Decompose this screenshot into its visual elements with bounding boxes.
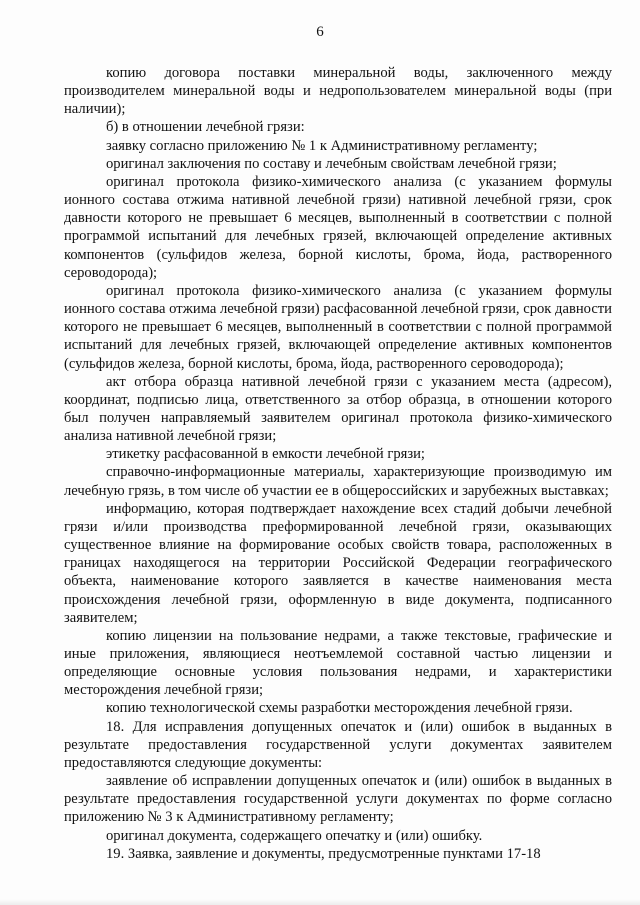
paragraph: копию технологической схемы разработки месторождения лечебной грязи.	[106, 700, 573, 717]
paragraph: 18. Для исправления допущенных опечаток и (или) ошибок в выданных в результате предоставления государственной услуги документах заявителем предоставляются следующие документы:	[64, 718, 612, 771]
paragraph: акт отбора образца нативной лечебной грязи с указанием места (адресом), координат, подписью лица, ответственного за отбор образца, в отношении которого был получен направляемый заявителем оригинал протокола физико-химического анализа нативной лечебной грязи;	[64, 373, 612, 445]
scan-edge	[0, 899, 640, 905]
paragraph: копию договора поставки минеральной воды, заключенного между производителем минеральной воды и недропользователем минеральной воды (при наличии);	[64, 65, 612, 118]
paragraph: б) в отношении лечебной грязи:	[106, 119, 305, 136]
paragraph: оригинал заключения по составу и лечебным свойствам лечебной грязи;	[106, 155, 557, 172]
document-body	[64, 64, 612, 863]
paragraph: копию лицензии на пользование недрами, а также текстовые, графические и иные приложения, являющиеся неотъемлемой составной частью лицензии и определяющие основные условия пользования недрами, и характеристики месторождения лечебной грязи;	[64, 627, 612, 699]
paragraph: оригинал протокола физико-химического анализа (с указанием формулы ионного состава отжима нативной лечебной грязи) нативной лечебной грязи, срок давности которого не превышает 6 месяцев, выполненный в соответствии с полной программой испытаний для лечебных грязей, включающей определение активных компонентов (сульфидов железа, борной кислоты, брома, йода, растворенного сероводорода);	[64, 173, 612, 281]
paragraph: 19. Заявка, заявление и документы, предусмотренные пунктами 17-18	[106, 845, 541, 862]
paragraph: заявку согласно приложению № 1 к Административному регламенту;	[106, 137, 538, 154]
paragraph: этикетку расфасованной в емкости лечебной грязи;	[106, 446, 425, 463]
paragraph: оригинал протокола физико-химического анализа (с указанием формулы ионного состава отжима лечебной грязи) расфасованной лечебной грязи, срок давности которого не превышает 6 месяцев, выполненный в соответствии с полной программой испытаний для лечебных грязей, включающей определение активных компонентов (сульфидов железа, борной кислоты, брома, йода, растворенного сероводорода);	[64, 282, 612, 372]
paragraph: справочно-информационные материалы, характеризующие производимую им лечебную грязь, в том числе об участии ее в общероссийских и зарубежных выставках;	[64, 464, 612, 499]
page-number: 6	[316, 24, 324, 40]
paragraph: информацию, которая подтверждает нахождение всех стадий добычи лечебной грязи и/или производства преформированной лечебной грязи, оказывающих существенное влияние на формирование особых свойств товара, расположенных в границах находящегося на территории Российской Федерации географического объекта, наименование которого заявляется в качестве наименования места происхождения лечебной грязи, оформленную в виде документа, подписанного заявителем;	[64, 500, 612, 626]
paragraph: заявление об исправлении допущенных опечаток и (или) ошибок в выданных в результате предоставления государственной услуги документах по форме согласно приложению № 3 к Административному регламенту;	[64, 773, 612, 826]
paragraph: оригинал документа, содержащего опечатку и (или) ошибку.	[106, 827, 483, 844]
